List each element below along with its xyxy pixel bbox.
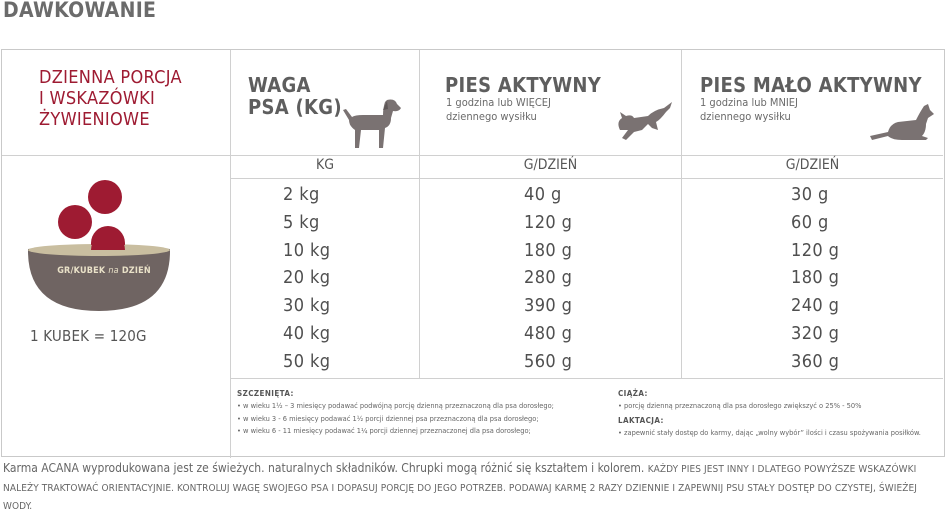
table-cell: 480 g [524,322,573,344]
active-column-subtitle: 1 godzina lub WIĘCEJ dziennego wysiłku [446,96,551,123]
table-cell: 240 g [791,295,840,317]
table-cell: 30 g [791,184,829,205]
active-column-heading: PIES AKTYWNY [445,73,602,97]
weight-column-heading: WAGA PSA (KG) [248,73,342,119]
weight-unit: KG [315,157,335,173]
bowl-label: GR/KUBEK na DZIEŃ [57,266,151,276]
daily-portion-heading: DZIENNA PORCJA I WSKAZÓWKI ŻYWIENIOWE [39,67,182,130]
page-title: DAWKOWANIE [3,0,157,22]
food-bowl-icon [28,177,178,297]
footer-note: Karma ACANA wyprodukowana jest ze świeżych. naturalnych składników. Chrupki mogą różnić się kształtem i kolorem. KAŻDY PIES JEST INNY I DLATEGO POWYŻSZE WSKAZÓWKI NALEŻY TRAKTOWAĆ ORIENTACYJNIE. KONTROLUJ WAGĘ SWOJEGO PSA I DOPASUJ PORCJĘ DO JEGO POTRZEB. PODAWAJ KARMĘ 2 RAZY DZIENNIE I ZAPEWNIJ PSU STAŁY DOSTĘP DO CZYSTEJ, ŚWIEŻEJ WODY. [3,461,918,512]
table-cell: 280 g [524,267,573,289]
running-dog-icon [612,100,674,144]
divider-header [2,155,943,156]
less-active-column-heading: PIES MAŁO AKTYWNY [700,73,922,97]
table-cell: 5 kg [283,211,320,233]
active-values [524,181,572,376]
table-cell: 120 g [524,211,573,233]
less-active-unit: G/DZIEŃ [785,157,840,173]
weight-values [283,181,330,376]
less-active-values [791,181,839,376]
table-cell: 20 kg [283,267,331,289]
divider-weight-active [419,50,420,379]
less-active-column-subtitle: 1 godzina lub MNIEJ dziennego wysiłku [700,96,798,123]
table-cell: 2 kg [283,184,320,205]
pregnancy-lactation-notes: CIĄŻA: • porcję dzienną przeznaczoną dla psa dorosłego zwiększyć o 25% - 50% LAKTACJA: • zapewnić stały dostęp do karmy, dając „wolny wybór” ilości i czasu spożywania posiłków. [618,389,921,438]
divider-notes [231,378,943,379]
table-cell: 50 kg [283,350,331,372]
table-cell: 390 g [524,295,573,317]
table-cell: 180 g [524,239,573,261]
puppy-notes: SZCZENIĘTA: • w wieku 1½ – 3 miesięcy podawać podwójną porcję dzienną przeznaczoną dla psa dorosłego; • w wieku 3 - 6 miesięcy podawać 1½ porcji dziennej psa przeznaczoną dla psa dorosłego; • w wieku 6 - 11 miesięcy podawać 1¼ porcji dziennej przeznaczonej dla psa dorosłego; [237,389,554,436]
table-cell: 320 g [791,322,840,344]
divider-units [231,178,943,179]
cup-equivalence: 1 KUBEK = 120G [30,327,147,345]
table-cell: 360 g [791,350,840,372]
standing-dog-icon [339,96,403,152]
table-cell: 30 kg [283,295,331,317]
feeding-guide-table [1,49,945,457]
table-cell: 120 g [791,239,840,261]
lying-dog-icon [868,102,936,142]
active-unit: G/DZIEŃ [523,157,578,173]
table-cell: 560 g [524,350,573,372]
table-cell: 180 g [791,267,840,289]
divider-active-less [681,50,682,379]
table-cell: 40 g [524,184,562,205]
divider-left-panel [230,50,231,458]
table-cell: 10 kg [283,239,331,261]
table-cell: 60 g [791,211,829,233]
table-cell: 40 kg [283,322,331,344]
